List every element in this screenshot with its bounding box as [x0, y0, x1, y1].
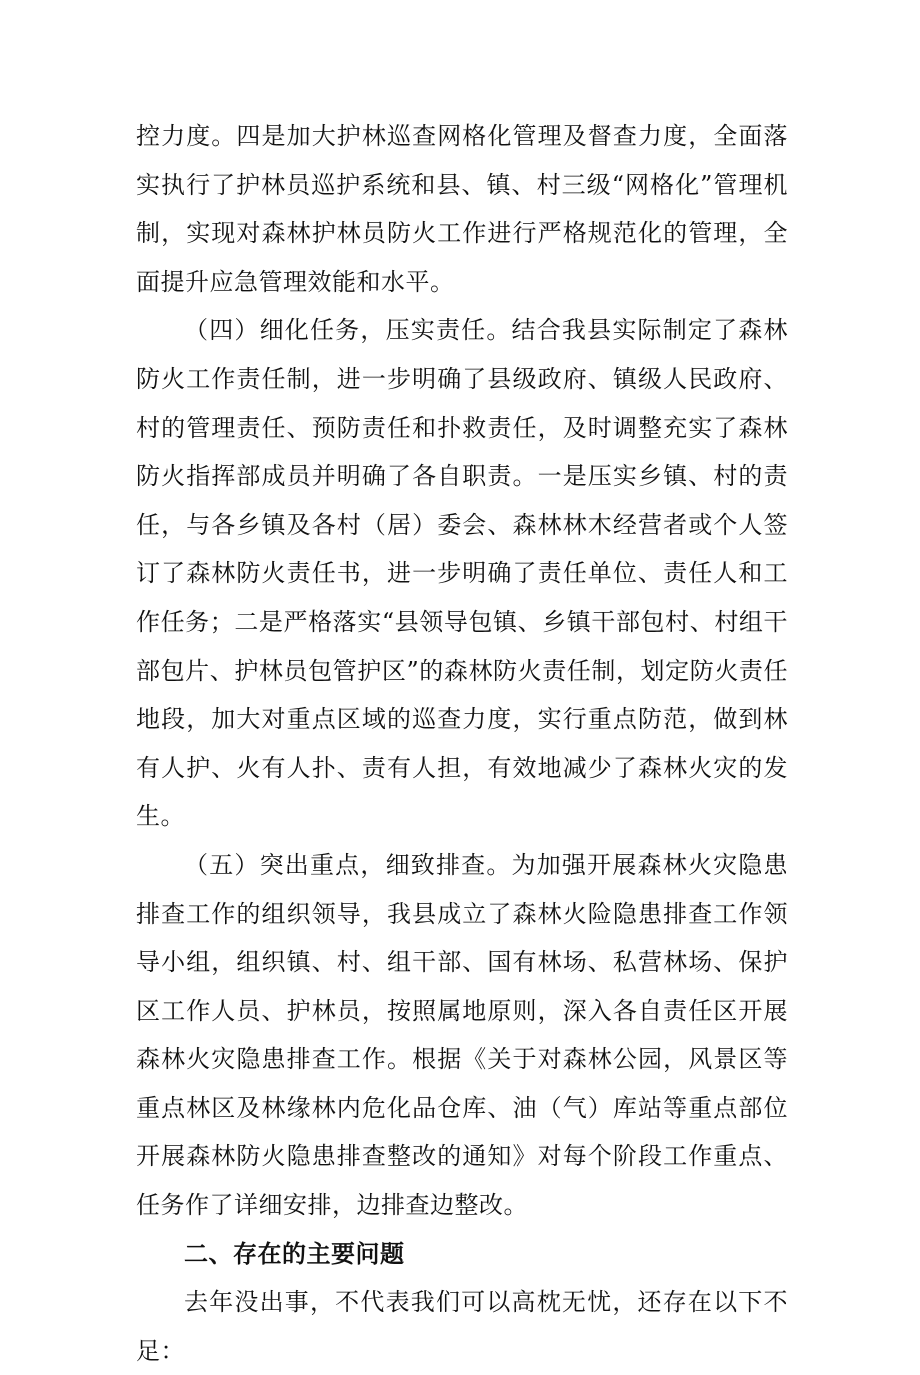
section-heading: 二、存在的主要问题 [184, 1239, 405, 1268]
paragraph-section-5: （五）突出重点，细致排查。为加强开展森林火灾隐患排查工作的组织领导，我县成立了森林火险隐患排查工作领导小组，组织镇、村、组干部、国有林场、私营林场、保护区工作人员、护林员，按照属地原则，深入各自责任区开展森林火灾隐患排查工作。根据《关于对森林公园，风景区等重点林区及林缘林内危化品仓库、油（气）库站等重点部位开展森林防火隐患排查整改的通知》对每个阶段工作重点、任务作了详细安排，边排查边整改。 [136, 850, 788, 1220]
paragraph-closing: 去年没出事，不代表我们可以高枕无忧，还存在以下不足： [136, 1288, 788, 1365]
paragraph-section-4: （四）细化任务，压实责任。结合我县实际制定了森林防火工作责任制，进一步明确了县级政府、镇级人民政府、村的管理责任、预防责任和扑救责任，及时调整充实了森林防火指挥部成员并明确了各自职责。一是压实乡镇、村的责任，与各乡镇及各村（居）委会、森林林木经营者或个人签订了森林防火责任书，进一步明确了责任单位、责任人和工作任务；二是严格落实“县领导包镇、乡镇干部包村、村组干部包片、护林员包管护区”的森林防火责任制，划定防火责任地段，加大对重点区域的巡查力度，实行重点防范，做到林有人护、火有人扑、责有人担，有效地减少了森林火灾的发生。 [136, 316, 788, 831]
paragraph-continuation: 控力度。四是加大护林巡查网格化管理及督查力度，全面落实执行了护林员巡护系统和县、镇、村三级“网格化”管理机制，实现对森林护林员防火工作进行严格规范化的管理，全面提升应急管理效能和水平。 [136, 122, 788, 296]
document-body [136, 112, 788, 1375]
